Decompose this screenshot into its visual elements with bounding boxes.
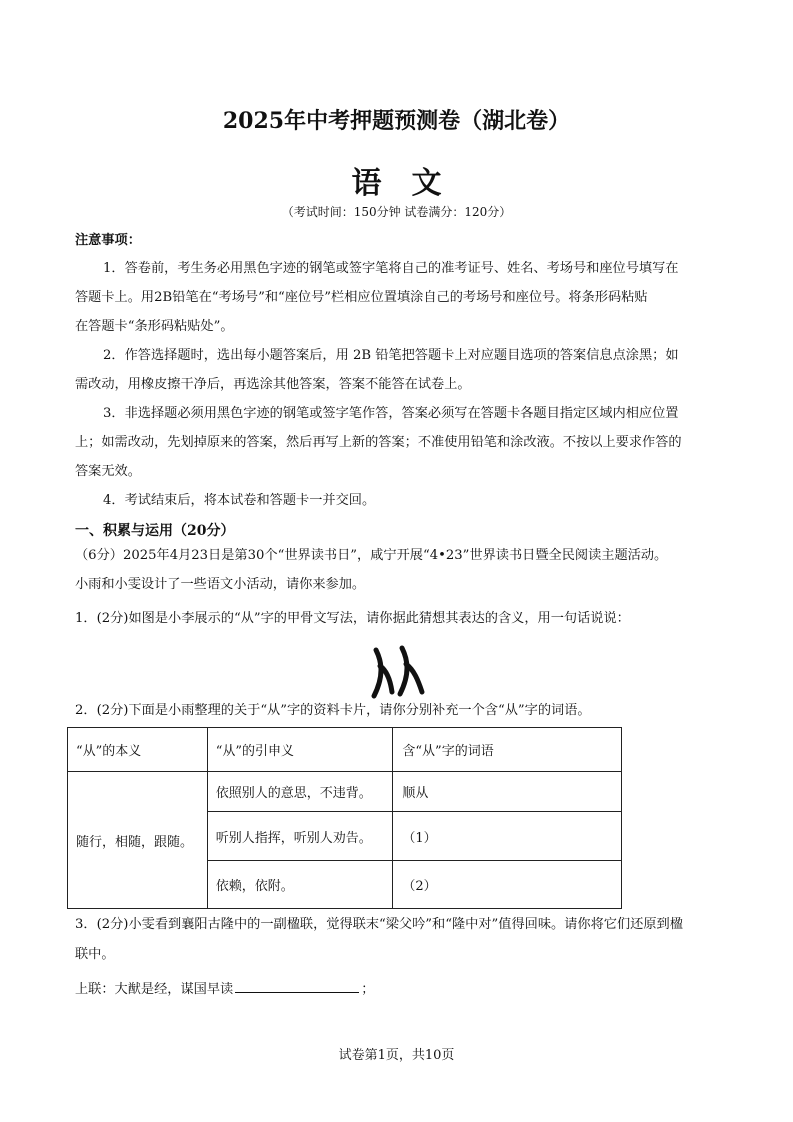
couplet-upper-suffix: ； — [361, 982, 375, 997]
extended-meaning-cell: 依赖，依附。 — [207, 861, 393, 909]
notes-line: 上；如需改动，先划掉原来的答案，然后再写上新的答案；不准使用铅笔和涂改液。不按以上要求作答的 — [75, 435, 682, 450]
table-header-cell: “从”的本义 — [68, 728, 208, 772]
couplet-answer-blank[interactable] — [235, 980, 359, 993]
notes-line: 4．考试结束后，将本试卷和答题卡一并交回。 — [103, 493, 376, 508]
extended-meaning-cell: 依照别人的意思，不违背。 — [207, 772, 393, 812]
cong-info-card-table — [67, 727, 622, 909]
subject-title: 语文 — [351, 166, 472, 201]
notes-line: 答案无效。 — [75, 464, 141, 479]
word-cell: 顺从 — [393, 772, 622, 812]
exam-info: （考试时间：150分钟 试卷满分：120分） — [281, 205, 512, 219]
table-header-row — [68, 728, 622, 772]
notes-line: 在答题卡“条形码粘贴处”。 — [75, 319, 234, 334]
exam-title: 2025年中考押题预测卷（湖北卷） — [222, 108, 571, 134]
notes-line: 答题卡上。用2B铅笔在“考场号”和“座位号”栏相应位置填涂自己的考场号和座位号。将条形码粘贴 — [75, 290, 648, 305]
notes-line: 1．答卷前，考生务必用黑色字迹的钢笔或签字笔将自己的准考证号、姓名、考场号和座位号填写在 — [103, 261, 679, 276]
word-answer-blank-2[interactable]: （2） — [393, 861, 622, 909]
page-footer: 试卷第1页，共10页 — [338, 1048, 455, 1063]
section-intro-line: 小雨和小雯设计了一些语文小活动，请你来参加。 — [75, 577, 366, 592]
notes-line: 3．非选择题必须用黑色字迹的钢笔或签字笔作答，答案必须写在答题卡各题目指定区域内相应位置 — [103, 406, 679, 421]
section-intro-line: （6分）2025年4月23日是第30个“世界读书日”，咸宁开展“4•23”世界读书日暨全民阅读主题活动。 — [75, 548, 668, 563]
notes-heading: 注意事项： — [75, 233, 141, 248]
word-answer-blank-1[interactable]: （1） — [393, 812, 622, 861]
notes-line: 2．作答选择题时，选出每小题答案后，用 2B 铅笔把答题卡上对应题目选项的答案信息点涂黑；如 — [103, 348, 679, 363]
table-header-cell: “从”的引申义 — [207, 728, 393, 772]
question-1: 1．(2分)如图是小李展示的“从”字的甲骨文写法，请你据此猜想其表达的含义，用一句话说说： — [75, 611, 630, 626]
original-meaning-cell: 随行，相随，跟随。 — [68, 772, 208, 909]
section-heading: 一、积累与运用（20分） — [75, 523, 235, 539]
question-3-line: 3．(2分)小雯看到襄阳古隆中的一副楹联，觉得联末“梁父吟”和“隆中对”值得回味。请你将它们还原到楹 — [75, 917, 683, 932]
table-header-cell: 含“从”字的词语 — [393, 728, 622, 772]
question-3-line: 联中。 — [75, 947, 115, 962]
question-2: 2．(2分)下面是小雨整理的关于“从”字的资料卡片，请你分别补充一个含“从”字的词语。 — [75, 703, 591, 718]
couplet-upper-line — [75, 980, 374, 997]
notes-line: 需改动，用橡皮擦干净后，再选涂其他答案，答案不能答在试卷上。 — [75, 377, 471, 392]
table-row — [68, 772, 622, 812]
couplet-upper-prefix: 上联：大猷是经，谋国早读 — [75, 982, 234, 997]
oracle-bone-cong-glyph — [368, 640, 432, 702]
extended-meaning-cell: 听别人指挥，听别人劝告。 — [207, 812, 393, 861]
